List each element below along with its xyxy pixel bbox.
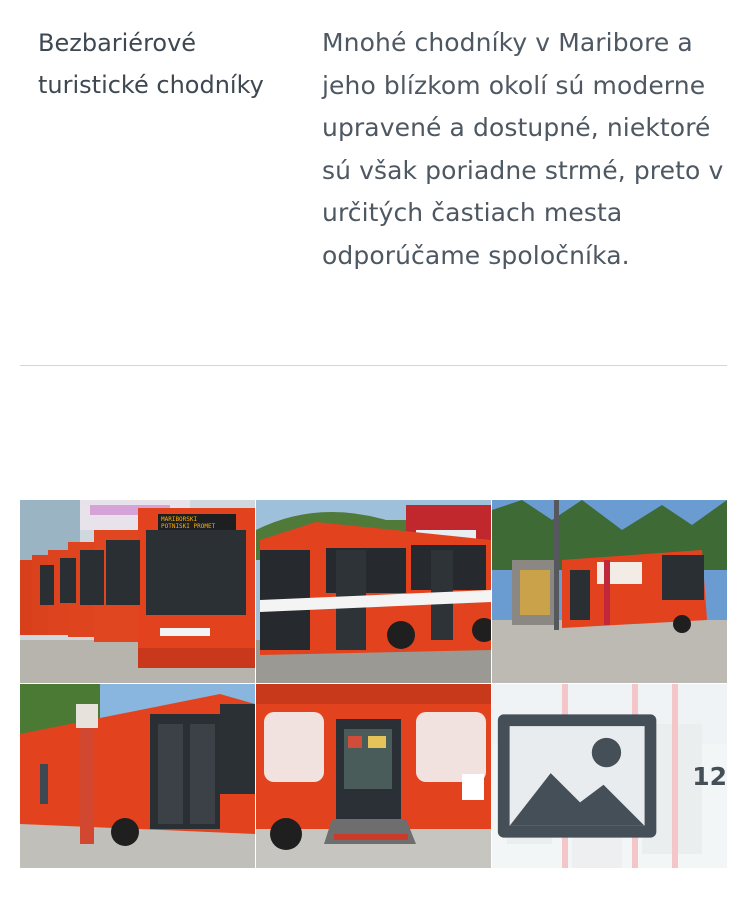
photo-gallery [20,500,727,868]
more-photos-count: 12 [692,761,727,791]
photo-bus-stop-sign[interactable] [20,684,255,868]
photo-bus-side[interactable] [256,500,491,683]
destination-sign: MARIBORSKI [161,516,198,523]
info-label: Bezbariérové turistické chodníky [38,29,264,99]
svg-text:POTNISKI PROMET: POTNISKI PROMET [161,523,216,530]
info-row [0,0,747,366]
divider [20,365,727,366]
photo-bus-interior[interactable] [492,684,727,868]
photo-bus-station[interactable] [492,500,727,683]
more-photos-overlay[interactable] [492,684,727,868]
info-description: Mnohé chodníky v Maribore a jeho blízkom okolí sú moderne upravené a dostupné, niektoré sú však poriadne strmé, preto v určitých častiach mesta odporúčame spoločníka. [322,28,724,270]
photo-bus-fleet[interactable] [20,500,255,683]
photo-bus-door-ramp[interactable] [256,684,491,868]
image-gallery-icon [492,684,662,868]
